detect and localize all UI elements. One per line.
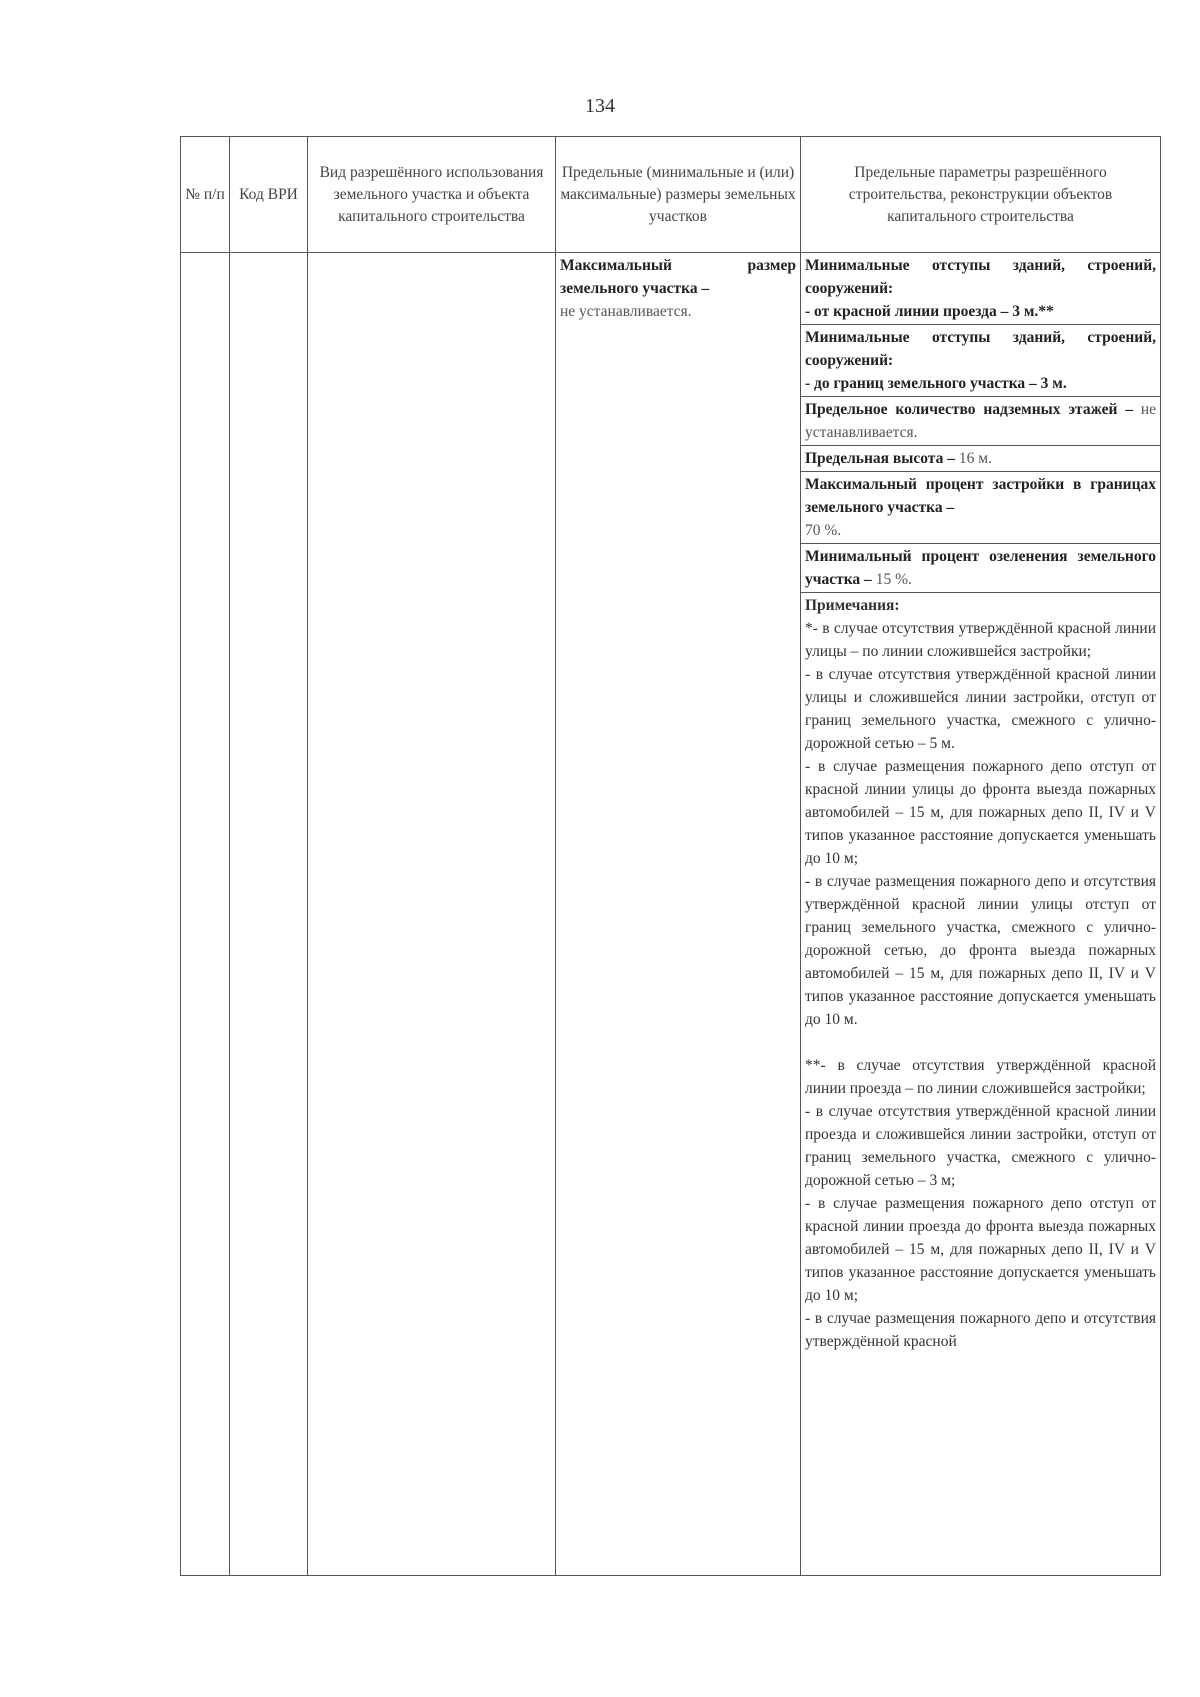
param-value: - до границ земельного участка – 3 м. <box>805 375 1067 392</box>
plot-size-value: не устанавливается. <box>560 303 692 320</box>
header-plot-sizes: Предельные (минимальные и (или) максимальные) размеры земельных участков <box>556 137 801 253</box>
note-item: - в случае размещения пожарного депо и отсутствия утверждённой красной линии улицы отступ от границ земельного участка, смежного с улично-дорожной сетью, до фронта выезда пожарных автомобилей – 15 м, для пожарных депо II, IV и V типов указанное расстояние допускается уменьшать до 10 м. <box>805 873 1156 1028</box>
param-build-percent <box>801 472 1161 544</box>
cell-plot-size <box>556 253 801 1576</box>
param-label: Минимальный процент озеленения земельного участка – <box>805 548 1156 588</box>
param-label: Предельное количество надземных этажей – <box>805 401 1133 418</box>
param-value: 70 %. <box>805 522 842 539</box>
note-spacer <box>805 1031 1156 1054</box>
param-label: Минимальные отступы зданий, строений, сооружений: <box>805 257 1156 297</box>
notes-cell <box>801 593 1161 1576</box>
cell-use-type <box>308 253 556 1576</box>
table-row <box>181 253 1161 325</box>
param-label: Максимальный процент застройки в границах земельного участка – <box>805 476 1156 516</box>
cell-num <box>181 253 230 1576</box>
note-item: - в случае отсутствия утверждённой красной линии улицы и сложившейся линии застройки, отступ от границ земельного участка, смежного с улично-дорожной сетью – 5 м. <box>805 666 1156 752</box>
header-params: Предельные параметры разрешённого строительства, реконструкции объектов капитального строительства <box>801 137 1161 253</box>
note-item: - в случае отсутствия утверждённой красной линии проезда и сложившейся линии застройки, отступ от границ земельного участка, смежного с улично-дорожной сетью – 3 м; <box>805 1103 1156 1189</box>
param-value: не устанавливается. <box>805 401 1156 441</box>
header-code: Код ВРИ <box>230 137 308 253</box>
plot-size-label: Максимальный размер земельного участка – <box>560 257 796 297</box>
regulations-table <box>180 136 1161 1576</box>
param-label: Минимальные отступы зданий, строений, сооружений: <box>805 329 1156 369</box>
param-green-percent <box>801 544 1161 593</box>
cell-code <box>230 253 308 1576</box>
header-num: № п/п <box>181 137 230 253</box>
header-use-type: Вид разрешённого использования земельного участка и объекта капитального строительства <box>308 137 556 253</box>
note-item: - в случае размещения пожарного депо и отсутствия утверждённой красной <box>805 1310 1156 1350</box>
param-value: 16 м. <box>958 450 992 467</box>
note-item: **- в случае отсутствия утверждённой красной линии проезда – по линии сложившейся застройки; <box>805 1057 1156 1097</box>
table-header-row <box>181 137 1161 253</box>
note-item: *- в случае отсутствия утверждённой красной линии улицы – по линии сложившейся застройки; <box>805 620 1156 660</box>
param-value: - от красной линии проезда – 3 м.** <box>805 303 1054 320</box>
note-item: - в случае размещения пожарного депо отступ от красной линии улицы до фронта выезда пожарных автомобилей – 15 м, для пожарных депо II, IV и V типов указанное расстояние допускается уменьшать до 10 м; <box>805 758 1156 867</box>
param-setback-boundary <box>801 325 1161 397</box>
note-item: - в случае размещения пожарного депо отступ от красной линии проезда до фронта выезда пожарных автомобилей – 15 м, для пожарных депо II, IV и V типов указанное расстояние допускается уменьшать до 10 м; <box>805 1195 1156 1304</box>
param-setback-red-line <box>801 253 1161 325</box>
param-floors <box>801 397 1161 446</box>
param-value: 15 %. <box>875 571 912 588</box>
param-height <box>801 446 1161 472</box>
notes-title: Примечания: <box>805 597 900 614</box>
param-label: Предельная высота – <box>805 450 955 467</box>
page-number: 134 <box>585 95 615 117</box>
